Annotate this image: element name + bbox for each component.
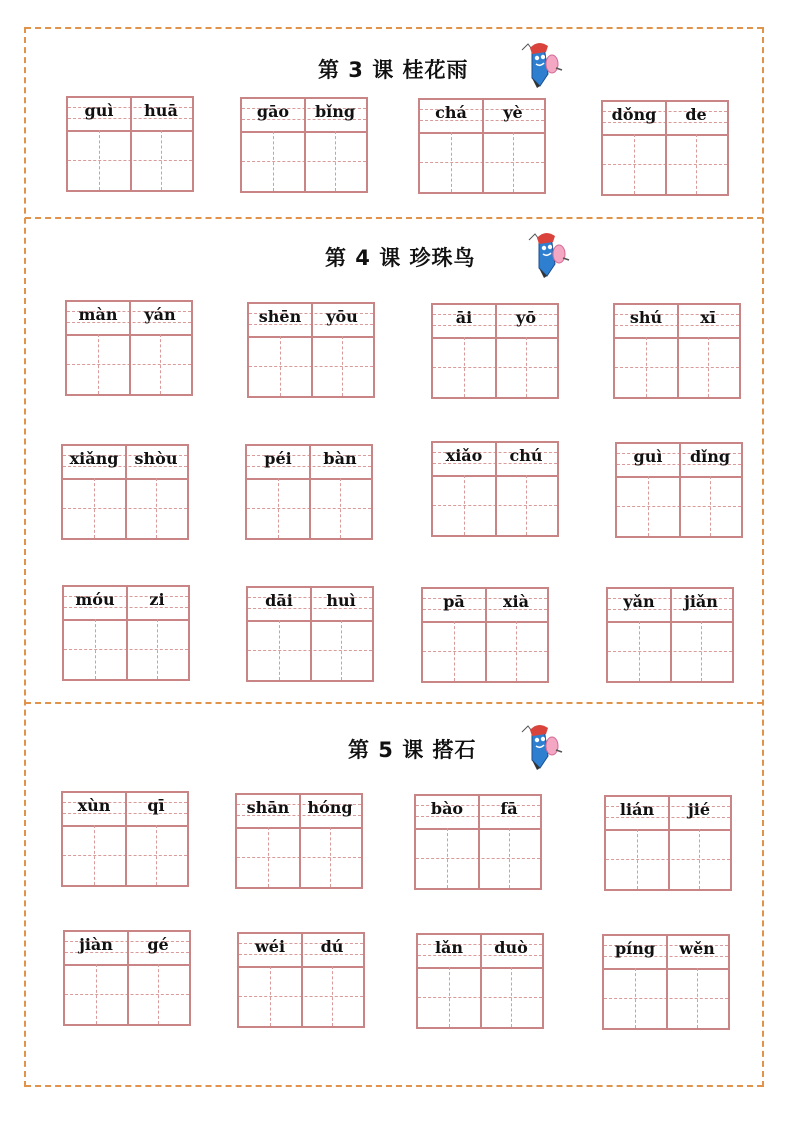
pinyin-right: jié bbox=[687, 800, 711, 819]
pinyin-left: dāi bbox=[265, 591, 293, 610]
pinyin-right: yō bbox=[516, 308, 536, 327]
pinyin-left: āi bbox=[455, 308, 473, 327]
writing-box bbox=[615, 442, 743, 538]
writing-box bbox=[235, 793, 363, 889]
writing-box bbox=[245, 444, 373, 540]
writing-box bbox=[247, 302, 375, 398]
writing-box bbox=[61, 444, 189, 540]
pinyin-left: pā bbox=[443, 592, 465, 611]
pinyin-right: yán bbox=[144, 305, 176, 324]
pinyin-right: shòu bbox=[134, 449, 178, 468]
writing-box bbox=[246, 586, 374, 682]
pinyin-right: jiǎn bbox=[684, 592, 718, 611]
pinyin-right: yè bbox=[503, 103, 523, 122]
writing-box bbox=[416, 933, 544, 1029]
pinyin-left: píng bbox=[614, 939, 656, 958]
writing-box bbox=[65, 300, 193, 396]
pinyin-right: huā bbox=[144, 101, 178, 120]
pinyin-right: xià bbox=[503, 592, 529, 611]
pinyin-left: lǎn bbox=[434, 938, 464, 957]
pinyin-right: chú bbox=[509, 446, 543, 465]
pinyin-left: shú bbox=[629, 308, 663, 327]
pencil-mascot-icon bbox=[518, 722, 564, 772]
pinyin-left: guì bbox=[633, 447, 663, 466]
pinyin-left: xiǎo bbox=[445, 446, 483, 465]
pinyin-left: xiǎng bbox=[69, 449, 119, 468]
writing-box bbox=[431, 303, 559, 399]
pinyin-left: dǒng bbox=[611, 105, 657, 124]
pinyin-left: chá bbox=[435, 103, 467, 122]
pinyin-right: gé bbox=[147, 935, 169, 954]
pinyin-left: lián bbox=[619, 800, 655, 819]
pinyin-right: hóng bbox=[307, 798, 353, 817]
writing-box bbox=[606, 587, 734, 683]
lesson-5-title: 第 5 课 搭石 bbox=[348, 738, 477, 762]
writing-box bbox=[237, 932, 365, 1028]
writing-box bbox=[601, 100, 729, 196]
writing-box bbox=[66, 96, 194, 192]
pencil-mascot-icon bbox=[525, 230, 571, 280]
pinyin-left: shān bbox=[246, 798, 290, 817]
frame-right-border bbox=[762, 27, 764, 1087]
pinyin-left: màn bbox=[78, 305, 118, 324]
pencil-mascot-icon bbox=[518, 40, 564, 90]
pinyin-right: bǐng bbox=[314, 102, 356, 121]
pinyin-left: jiàn bbox=[79, 935, 113, 954]
pinyin-right: duò bbox=[494, 938, 528, 957]
writing-box bbox=[431, 441, 559, 537]
writing-box bbox=[421, 587, 549, 683]
pinyin-right: bàn bbox=[323, 449, 357, 468]
writing-box bbox=[602, 934, 730, 1030]
writing-box bbox=[62, 585, 190, 681]
pinyin-left: móu bbox=[75, 590, 115, 609]
pinyin-right: dǐng bbox=[689, 447, 731, 466]
pinyin-left: yǎn bbox=[623, 592, 655, 611]
pinyin-left: bào bbox=[430, 799, 464, 818]
pinyin-left: gāo bbox=[256, 102, 290, 121]
pinyin-right: xī bbox=[700, 308, 716, 327]
pinyin-left: guì bbox=[84, 101, 114, 120]
writing-box bbox=[418, 98, 546, 194]
pinyin-right: fā bbox=[500, 799, 518, 818]
writing-box bbox=[604, 795, 732, 891]
frame-left-border bbox=[24, 27, 26, 1087]
frame-top-border bbox=[25, 27, 763, 29]
writing-box bbox=[613, 303, 741, 399]
pinyin-left: péi bbox=[264, 449, 292, 468]
pinyin-right: wěn bbox=[679, 939, 715, 958]
lesson-4-title: 第 4 课 珍珠鸟 bbox=[325, 246, 476, 270]
pinyin-left: wéi bbox=[254, 937, 286, 956]
writing-box bbox=[61, 791, 189, 887]
lesson-3-title: 第 3 课 桂花雨 bbox=[318, 58, 469, 82]
pinyin-right: de bbox=[685, 105, 707, 124]
frame-bottom-border bbox=[25, 1085, 763, 1087]
section-divider-1 bbox=[25, 217, 763, 219]
writing-box bbox=[240, 97, 368, 193]
writing-box bbox=[414, 794, 542, 890]
pinyin-left: shēn bbox=[258, 307, 302, 326]
pinyin-left: xùn bbox=[77, 796, 111, 815]
pinyin-right: huì bbox=[326, 591, 356, 610]
writing-box bbox=[63, 930, 191, 1026]
section-divider-2 bbox=[25, 702, 763, 704]
pinyin-right: yōu bbox=[326, 307, 358, 326]
pinyin-right: zi bbox=[149, 590, 165, 609]
pinyin-right: qī bbox=[147, 796, 165, 815]
pinyin-right: dú bbox=[320, 937, 344, 956]
